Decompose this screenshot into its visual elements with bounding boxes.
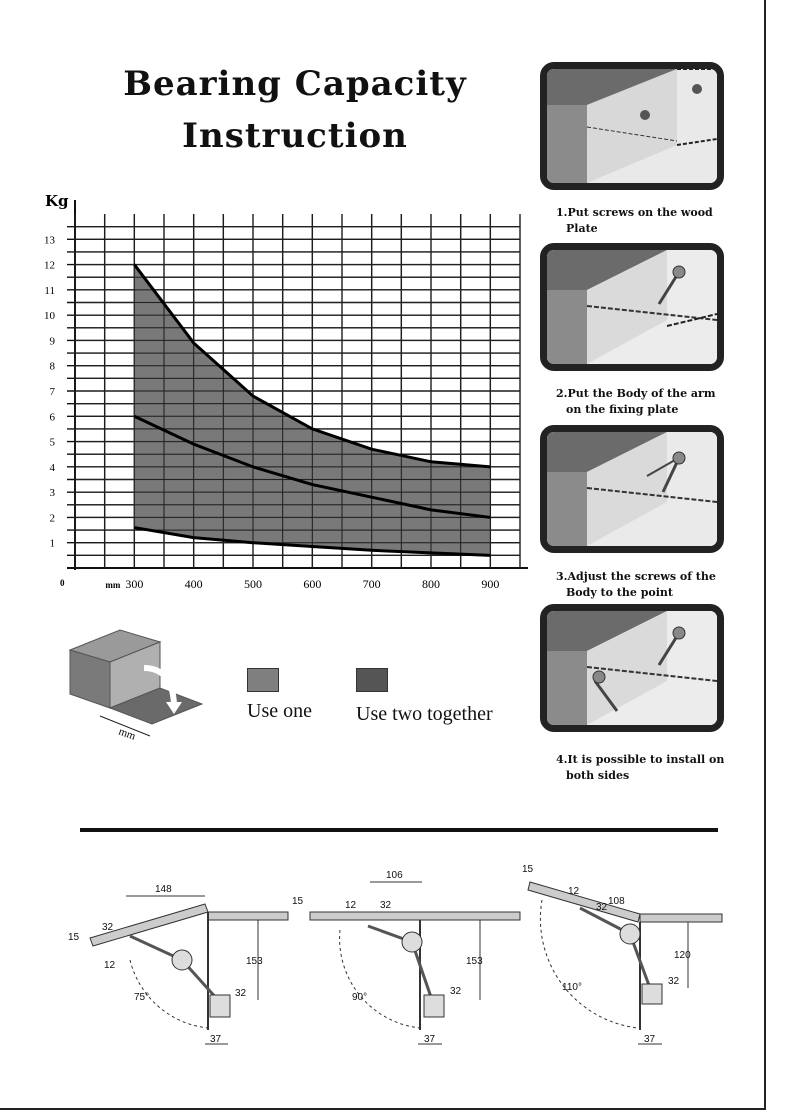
drawing-90-degree bbox=[292, 870, 520, 1045]
technical-drawings bbox=[60, 860, 760, 1060]
dim-s-32: 32 bbox=[450, 986, 462, 997]
step-1-line-2: Plate bbox=[566, 222, 598, 235]
angle-110-label: 110° bbox=[562, 982, 582, 993]
x-tick-label: 800 bbox=[422, 577, 440, 590]
step-3-image bbox=[540, 425, 724, 553]
angle-90-label: 90° bbox=[352, 992, 368, 1003]
angle-arc bbox=[540, 900, 638, 1028]
bearing-capacity-chart bbox=[0, 180, 540, 590]
dim-h-120: 120 bbox=[674, 950, 691, 961]
step-2-illustration bbox=[547, 250, 717, 364]
y-tick-label: 7 bbox=[49, 386, 55, 398]
step-3-caption bbox=[556, 569, 726, 601]
hinge-pivot bbox=[172, 950, 192, 970]
step-1-caption bbox=[556, 205, 726, 237]
dim-b-15: 15 bbox=[522, 864, 534, 875]
x-axis-label: mm bbox=[105, 580, 121, 590]
x-tick-label: 900 bbox=[481, 577, 500, 590]
dim-top-106: 106 bbox=[386, 870, 403, 881]
y-tick-label: 6 bbox=[49, 411, 55, 424]
legend-label-use-one: Use one bbox=[247, 700, 312, 722]
step-2-line-1: 2.Put the Body of the arm bbox=[556, 387, 716, 400]
y-tick-label: 9 bbox=[49, 335, 55, 348]
drawing-110-degree bbox=[522, 864, 722, 1045]
origin-label: 0 bbox=[60, 578, 65, 588]
step-1-image bbox=[540, 62, 724, 190]
step-1-illustration bbox=[547, 69, 717, 183]
y-tick-label: 3 bbox=[49, 487, 55, 500]
step-4-line-1: 4.It is possible to install on bbox=[556, 753, 725, 766]
dim-a-32: 32 bbox=[596, 902, 608, 913]
x-tick-label: 600 bbox=[303, 577, 322, 590]
title-line-1: Bearing Capacity bbox=[123, 64, 467, 104]
step-4-image bbox=[540, 604, 724, 732]
step-2-caption bbox=[556, 386, 726, 418]
step-1-line-1: 1.Put screws on the wood bbox=[556, 206, 713, 219]
drawing-75-degree bbox=[68, 884, 288, 1045]
dim-a-32: 32 bbox=[102, 922, 114, 933]
dim-h-153: 153 bbox=[246, 956, 263, 967]
mount-plate bbox=[210, 995, 230, 1017]
y-tick-label: 2 bbox=[49, 512, 55, 525]
step-2-line-2: on the fixing plate bbox=[566, 403, 679, 416]
y-tick-label: 13 bbox=[44, 234, 55, 247]
dim-top-108: 108 bbox=[608, 896, 625, 907]
dim-c-12: 12 bbox=[568, 886, 580, 897]
legend-swatch-use-one bbox=[247, 668, 279, 692]
mount-plate bbox=[642, 984, 662, 1004]
section-divider bbox=[80, 828, 718, 832]
x-tick-label: 500 bbox=[244, 577, 262, 590]
y-tick-label: 12 bbox=[44, 259, 55, 272]
x-tick-label: 400 bbox=[184, 577, 203, 590]
box-diagram bbox=[60, 628, 210, 743]
mount-plate bbox=[424, 995, 444, 1017]
y-tick-label: 10 bbox=[44, 310, 55, 323]
step-3-line-1: 3.Adjust the screws of the bbox=[556, 570, 716, 583]
step-3-line-2: Body to the point bbox=[566, 586, 673, 599]
step-4-line-2: both sides bbox=[566, 769, 630, 782]
title-line-2: Instruction bbox=[182, 116, 408, 156]
y-tick-label: 5 bbox=[49, 436, 55, 449]
y-tick-label: 1 bbox=[49, 537, 55, 550]
step-4-illustration bbox=[547, 611, 717, 725]
hinge-pivot bbox=[402, 932, 422, 952]
dim-w-37: 37 bbox=[210, 1034, 222, 1045]
cabinet-top bbox=[640, 914, 722, 922]
dim-b-15: 15 bbox=[292, 896, 304, 907]
legend-label-use-two: Use two together bbox=[356, 703, 493, 725]
hinge-pivot bbox=[620, 924, 640, 944]
y-tick-label: 4 bbox=[49, 461, 55, 474]
angle-75-label: 75° bbox=[134, 992, 150, 1003]
dim-w-37: 37 bbox=[424, 1034, 436, 1045]
cabinet-top bbox=[208, 912, 288, 920]
step-4-caption bbox=[556, 752, 726, 784]
diagram-mm-label: mm bbox=[116, 725, 138, 743]
dim-a-32: 32 bbox=[380, 900, 392, 911]
dim-w-37: 37 bbox=[644, 1034, 656, 1045]
y-tick-label: 8 bbox=[49, 360, 55, 373]
x-tick-label: 300 bbox=[125, 577, 144, 590]
step-3-illustration bbox=[547, 432, 717, 546]
dim-h-153: 153 bbox=[466, 956, 483, 967]
dim-top-148: 148 bbox=[155, 884, 172, 895]
dim-c-12: 12 bbox=[345, 900, 357, 911]
legend-swatch-use-two bbox=[356, 668, 388, 692]
dim-b-15: 15 bbox=[68, 932, 80, 943]
page-title bbox=[100, 58, 490, 162]
step-2-image bbox=[540, 243, 724, 371]
dim-s-32: 32 bbox=[235, 988, 247, 999]
cabinet-top bbox=[310, 912, 520, 920]
x-tick-label: 700 bbox=[362, 577, 381, 590]
dim-s-32: 32 bbox=[668, 976, 680, 987]
dim-c-12: 12 bbox=[104, 960, 116, 971]
y-tick-label: 11 bbox=[44, 284, 55, 297]
y-axis-label: Kg bbox=[45, 192, 69, 210]
